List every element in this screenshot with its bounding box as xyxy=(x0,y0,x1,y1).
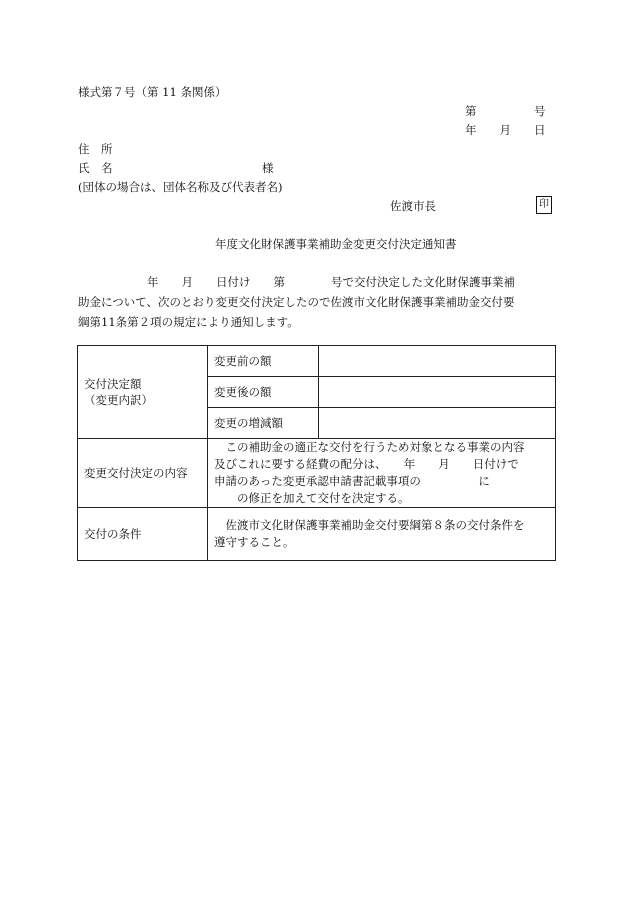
document-number-line: 第 号 xyxy=(465,104,546,118)
difference-amount-value xyxy=(319,408,556,439)
group-note: (団体の場合は、団体名称及び代表者名) xyxy=(78,180,283,194)
issuer-title: 佐渡市長 xyxy=(390,199,436,213)
document-title: 年度文化財保護事業補助金変更交付決定通知書 xyxy=(215,237,457,251)
address-label: 住 所 xyxy=(78,142,113,156)
body-line-1: 年 月 日付け 第 号で交付決定した文化財保護事業補 xyxy=(78,275,515,289)
decision-table xyxy=(77,345,556,561)
after-amount-label: 変更後の額 xyxy=(208,377,319,408)
grant-amount-label: 交付決定額 xyxy=(84,377,142,391)
grant-amount-label-cell xyxy=(78,346,208,439)
change-content-text: この補助金の適正な交付を行うため対象となる事業の内容 及びこれに要する経費の配分は、 年 月 日付けで 申請のあった変更承認申請書記載事項の に の修正を加えて交付を決定する。 xyxy=(208,439,556,508)
name-label: 氏 名 様 xyxy=(78,161,274,175)
before-amount-value xyxy=(319,346,556,377)
body-line-3: 綱第11条第２項の規定により通知します。 xyxy=(78,315,299,329)
seal-mark: 印 xyxy=(536,196,552,214)
conditions-text: 佐渡市文化財保護事業補助金交付要綱第８条の交付条件を 遵守すること。 xyxy=(208,508,556,561)
form-number: 様式第７号（第 11 条関係） xyxy=(78,85,227,99)
grant-amount-sublabel: （変更内訳） xyxy=(84,393,153,407)
after-amount-value xyxy=(319,377,556,408)
difference-amount-label: 変更の増減額 xyxy=(208,408,319,439)
body-line-2: 助金について、次のとおり変更交付決定したので佐渡市文化財保護事業補助金交付要 xyxy=(78,295,515,309)
table-row xyxy=(78,346,556,377)
change-content-label: 変更交付決定の内容 xyxy=(78,439,208,508)
table-row xyxy=(78,439,556,508)
table-row xyxy=(78,508,556,561)
document-date-line: 年 月 日 xyxy=(465,123,546,137)
conditions-label: 交付の条件 xyxy=(78,508,208,561)
before-amount-label: 変更前の額 xyxy=(208,346,319,377)
